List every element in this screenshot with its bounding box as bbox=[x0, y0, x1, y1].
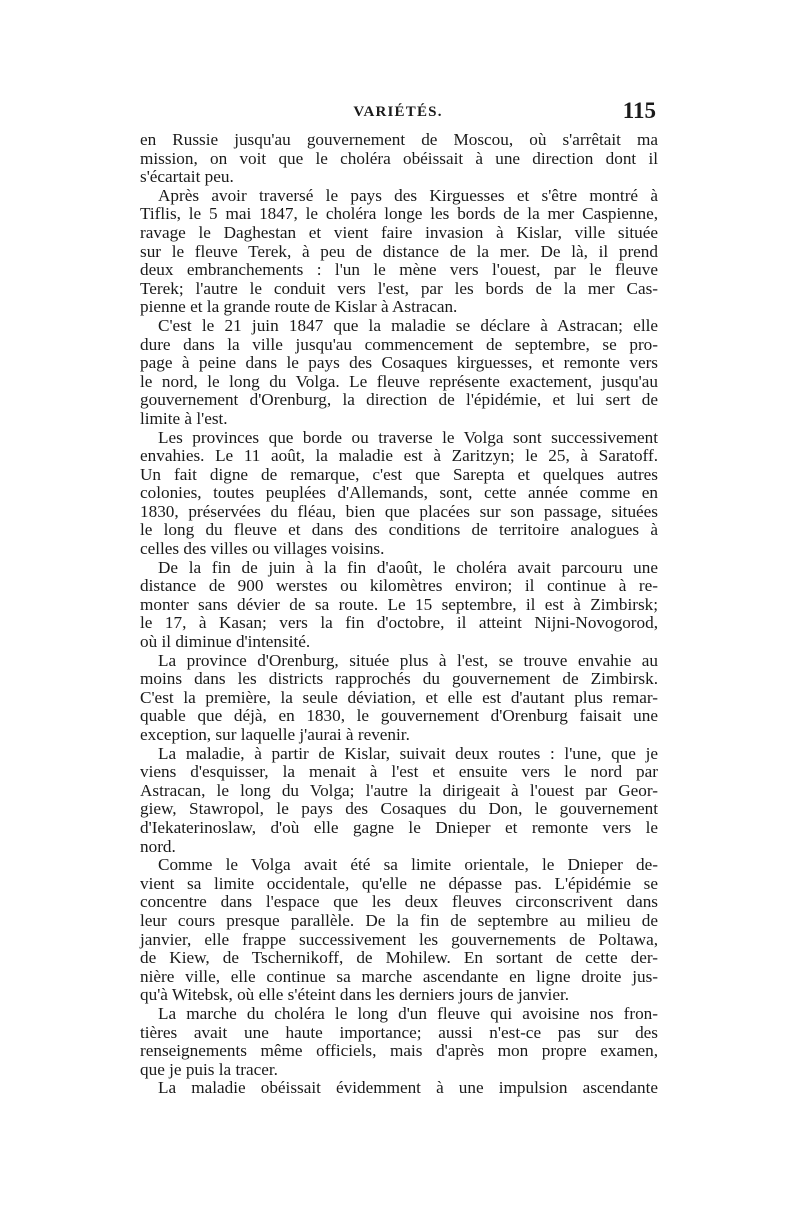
text-line: colonies, toutes peuplées d'Allemands, sont, cette année comme en bbox=[140, 483, 658, 503]
text-line: La maladie, à partir de Kislar, suivait deux routes : l'une, que je bbox=[158, 743, 658, 763]
text-line: C'est la première, la seule déviation, et elle est d'autant plus remar- bbox=[140, 687, 658, 707]
text-line: Astracan, le long du Volga; l'autre la dirigeait à l'ouest par Geor- bbox=[140, 780, 658, 800]
text-line: exception, sur laquelle j'aurai à revenir. bbox=[140, 725, 410, 744]
text-line: envahies. Le 11 août, la maladie est à Zaritzyn; le 25, à Saratoff. bbox=[140, 446, 658, 466]
text-line: concentre dans l'espace que les deux fleuves circonscrivent dans bbox=[140, 892, 658, 912]
text-line: le 17, à Kasan; vers la fin d'octobre, il atteint Nijni-Novogorod, bbox=[140, 613, 658, 633]
text-line: viens d'esquisser, la menait à l'est et ensuite vers le nord par bbox=[140, 762, 658, 782]
text-line: en Russie jusqu'au gouvernement de Moscou, où s'arrêtait ma bbox=[140, 130, 658, 149]
text-line: leur cours presque parallèle. De la fin de septembre au milieu de bbox=[140, 910, 658, 930]
body-text bbox=[140, 131, 658, 1098]
text-line: de Kiew, de Tschernikoff, de Mohilew. En sortant de cette der- bbox=[140, 948, 658, 968]
text-line: page à peine dans le pays des Cosaques kirguesses, et remonte vers bbox=[140, 353, 658, 373]
text-line: Tiflis, le 5 mai 1847, le choléra longe les bords de la mer Caspienne, bbox=[140, 204, 658, 224]
text-line: giew, Stawropol, le pays des Cosaques du Don, le gouvernement bbox=[140, 799, 658, 819]
text-line: s'écartait peu. bbox=[140, 167, 234, 187]
text-line: distance de 900 werstes ou kilomètres environ; il continue à re- bbox=[140, 576, 658, 596]
text-line: tières avait une haute importance; aussi n'est-ce pas sur des bbox=[140, 1022, 658, 1042]
text-line: La province d'Orenburg, située plus à l'est, se trouve envahie au bbox=[158, 650, 658, 670]
text-line: La maladie obéissait évidemment à une impulsion ascendante bbox=[158, 1078, 658, 1098]
text-line: vient sa limite occidentale, qu'elle ne dépasse pas. L'épidémie se bbox=[140, 873, 658, 893]
text-line: C'est le 21 juin 1847 que la maladie se déclare à Astracan; elle bbox=[158, 315, 658, 335]
text-line: Un fait digne de remarque, c'est que Sarepta et quelques autres bbox=[140, 464, 658, 484]
text-line: nord. bbox=[140, 836, 176, 856]
text-line: Après avoir traversé le pays des Kirguesses et s'être montré à bbox=[158, 185, 658, 205]
text-line: monter sans dévier de sa route. Le 15 septembre, il est à Zimbirsk; bbox=[140, 594, 658, 614]
text-line: que je puis la tracer. bbox=[140, 1059, 278, 1079]
text-line: Les provinces que borde ou traverse le Volga sont successivement bbox=[158, 427, 658, 447]
text-line: le nord, le long du Volga. Le fleuve représente exactement, jusqu'au bbox=[140, 371, 658, 391]
text-line: celles des villes ou villages voisins. bbox=[140, 539, 385, 559]
text-line: quable que déjà, en 1830, le gouvernement d'Orenburg faisait une bbox=[140, 706, 658, 726]
text-line: Comme le Volga avait été sa limite orientale, le Dnieper de- bbox=[158, 855, 658, 875]
text-line: sur le fleuve Terek, à peu de distance de la mer. De là, il prend bbox=[140, 241, 658, 261]
text-line: La marche du choléra le long d'un fleuve qui avoisine nos fron- bbox=[158, 1003, 658, 1023]
text-line: Terek; l'autre le conduit vers l'est, par les bords de la mer Cas- bbox=[140, 278, 658, 298]
text-line: le long du fleuve et dans des conditions de territoire analogues à bbox=[140, 520, 658, 540]
text-line: pienne et la grande route de Kislar à Astracan. bbox=[140, 297, 458, 317]
page-number: 115 bbox=[622, 98, 656, 123]
text-line: où il diminue d'intensité. bbox=[140, 632, 311, 652]
text-line: mission, on voit que le choléra obéissait à une direction dont il bbox=[140, 148, 658, 168]
text-line: moins dans les districts rapprochés du gouvernement de Zimbirsk. bbox=[140, 669, 658, 689]
text-line: renseignements même officiels, mais d'après mon propre examen, bbox=[140, 1041, 658, 1061]
text-line: dure dans la ville jusqu'au commencement de septembre, se pro- bbox=[140, 334, 658, 354]
page-header bbox=[140, 98, 656, 128]
text-line: qu'à Witebsk, où elle s'éteint dans les derniers jours de janvier. bbox=[140, 985, 570, 1005]
text-line: ravage le Daghestan et vient faire invasion à Kislar, ville située bbox=[140, 222, 658, 242]
text-line: d'Iekaterinoslaw, d'où elle gagne le Dnieper et remonte vers le bbox=[140, 817, 658, 837]
text-line: janvier, elle frappe successivement les gouvernements de Poltawa, bbox=[140, 929, 658, 949]
running-title: VARIÉTÉS. bbox=[353, 104, 443, 120]
text-line: deux embranchements : l'un le mène vers l'ouest, par le fleuve bbox=[140, 260, 658, 280]
text-line: 1830, préservées du fléau, bien que placées sur son passage, situées bbox=[140, 501, 658, 521]
text-line: nière ville, elle continue sa marche ascendante en ligne droite jus- bbox=[140, 966, 658, 986]
text-line: gouvernement d'Orenburg, la direction de l'épidémie, et lui sert de bbox=[140, 390, 658, 410]
text-line: De la fin de juin à la fin d'août, le choléra avait parcouru une bbox=[158, 557, 658, 577]
text-line: limite à l'est. bbox=[140, 408, 228, 428]
